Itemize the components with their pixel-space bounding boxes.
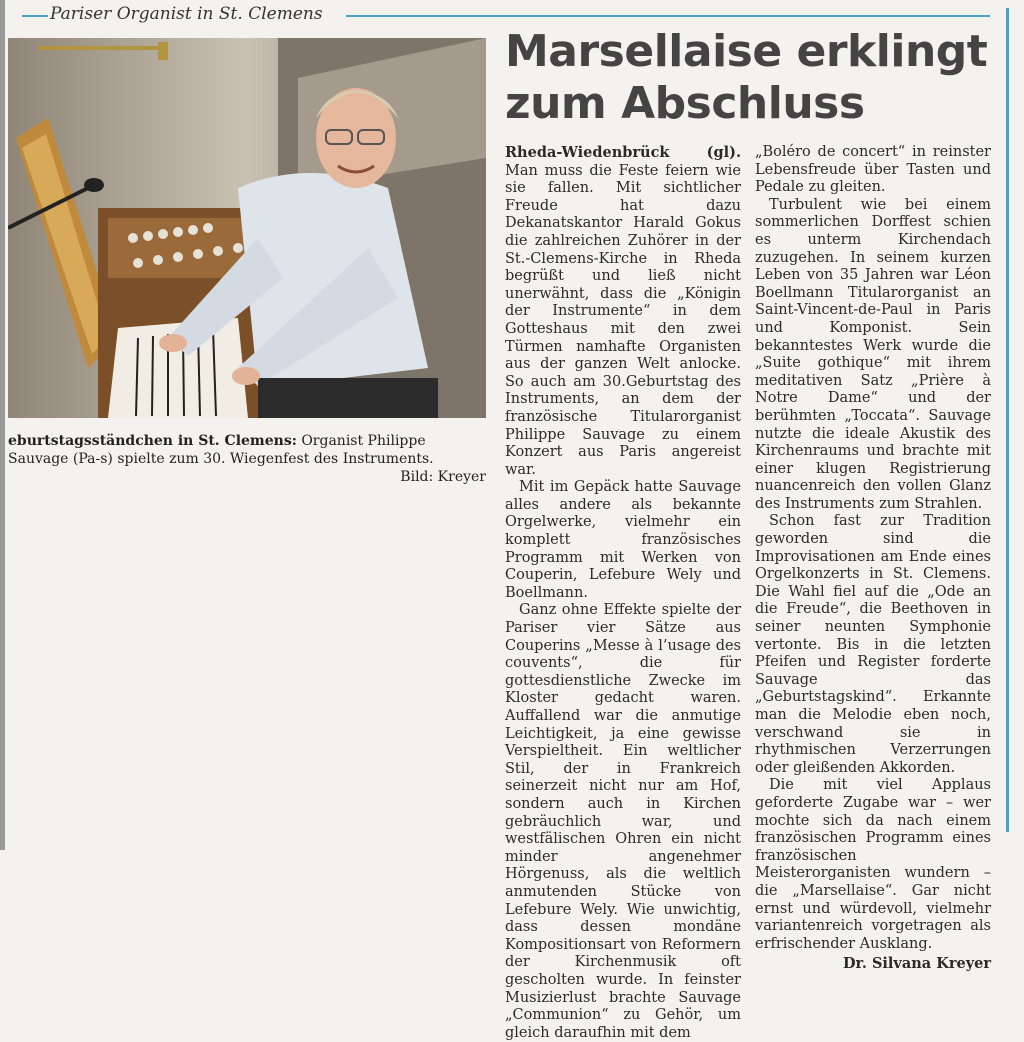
organist-photo [8, 38, 486, 418]
headline: Marsellaise erklingt zum Abschluss [505, 26, 988, 129]
article-column-2 [755, 144, 991, 973]
author-byline: Dr. Silvana Kreyer [842, 955, 991, 973]
dateline: Rheda-Wiedenbrück (gl). [505, 144, 741, 161]
kicker-rule-left [22, 15, 48, 17]
photo-credit: Bild: Kreyer [400, 469, 486, 485]
paragraph-text: Man muss die Feste feiern wie sie fallen. Mit sichtlicher Freude hat dazu Dekanatskantor Harald Gokus die zahlreichen Zuhörer in der St.-Clemens-Kirche in Rheda begrüßt und ließ nicht unerwähnt, dass die „Königin der Instrumente“ in dem Gotteshaus mit den zwei Türmen namhafte Organisten aus der ganzen Welt anlocke. So auch am 30.Geburtstag des Instruments, an dem der französische Titularorganist Philippe Sauvage zu einem Konzert aus Paris angereist war. [505, 162, 741, 478]
paragraph: Die mit viel Applaus geforderte Zugabe war – wer mochte sich da nach einem französischen Programm eines französischen Meisterorganisten wundern – die „Marsellaise“. Gar nicht ernst und würdevoll, vielmehr variantenreich vorgetragen als erfrischender Ausklang. [755, 777, 991, 952]
article-column-1 [505, 144, 741, 1042]
paragraph: Ganz ohne Effekte spielte der Pariser vier Sätze aus Couperins „Messe à l’usage des couvents“, die für gottesdienstliche Zwecke im Kloster gedacht waren. Auffallend war die anmutige Leichtigkeit, ja eine gewisse Verspieltheit. Ein weltlicher Stil, der in Frankreich seinerzeit nicht nur am Hof, sondern auch in Kirchen gebräuchlich war, und westfälischen Ohren ein nicht minder angenehmer Hörgenuss, als die weltlich anmutenden Stücke von Lefebure Wely. Wie unwichtig, dass dessen mondäne Kompositionsart von Reformern der Kirchenmusik oft gescholten wurde. In feinster Musizierlust brachte Sauvage „Communion“ zu Gehör, um gleich daraufhin mit dem [505, 602, 741, 1041]
paragraph: Schon fast zur Tradition geworden sind die Improvisationen am Ende eines Orgelkonzerts in St. Clemens. Die Wahl fiel auf die „Ode an die Freude“, die Beethoven in seiner neunten Symphonie vertonte. Bis in die letzten Pfeifen und Register forderte Sauvage das „Geburtstagskind“. Erkannte man die Melodie eben noch, verschwand sie in rhythmischen Verzerrungen oder gleißenden Akkorden. [755, 513, 991, 776]
column-rule [1006, 8, 1009, 832]
scan-edge [0, 0, 5, 850]
paragraph: Turbulent wie bei einem sommerlichen Dorffest schien es unterm Kirchendach zuzugehen. In seinem kurzen Leben von 35 Jahren war Léon Boellmann Titularorganist an Saint-Vincent-de-Paul in Paris und Komponist. Sein bekanntestes Werk wurde die „Suite gothique“ mit ihrem meditativen Satz „Prière à Notre Dame“ und der berühmten „Toccata“. Sauvage nutzte die ideale Akustik des Kirchenraums und brachte mit einer klugen Registrierung nuancenreich den vollen Glanz des Instruments zum Strahlen. [755, 196, 991, 512]
organ-scene-image [8, 38, 486, 418]
caption-lead: eburtstagsständchen in St. Clemens: [8, 433, 297, 449]
kicker: Pariser Organist in St. Clemens [50, 4, 323, 24]
kicker-row [10, 4, 990, 26]
paragraph: Mit im Gepäck hatte Sauvage alles andere als bekannte Orgelwerke, vielmehr ein komplett französisches Programm mit Werken von Couperin, Lefebure Wely und Boellmann. [505, 479, 741, 601]
kicker-rule-right [346, 15, 990, 17]
paragraph: „Boléro de concert“ in reinster Lebensfreude über Tasten und Pedale zu gleiten. [755, 144, 991, 196]
photo-caption [8, 432, 486, 486]
caption-text: Organist Philippe Sauvage (Pa-s) spielte zum 30. Wiegenfest des Instruments. [8, 433, 434, 467]
paragraph [505, 144, 741, 479]
